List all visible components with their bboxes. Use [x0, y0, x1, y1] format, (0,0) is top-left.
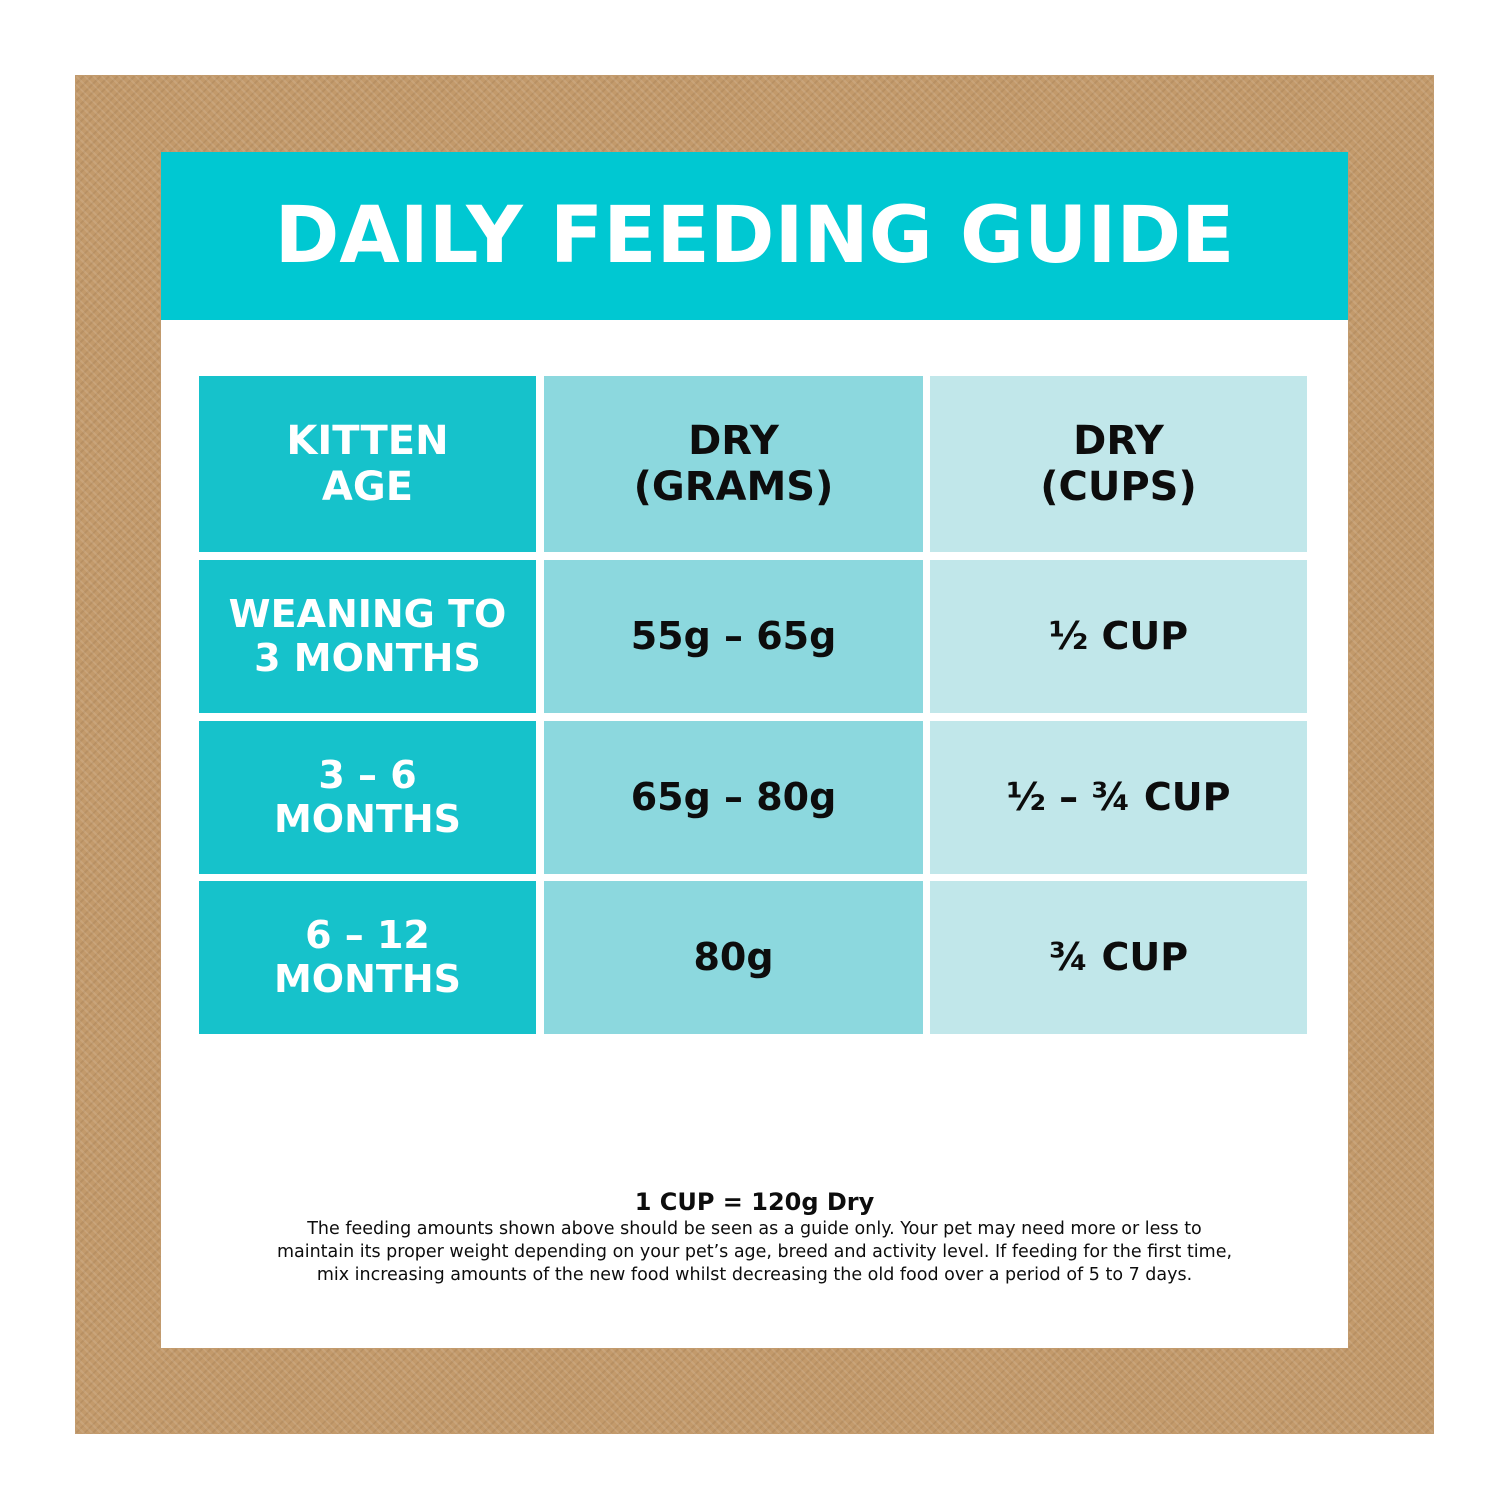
table-row-1-age — [199, 560, 536, 713]
table-row-3-grams — [544, 881, 923, 1034]
page-title: DAILY FEEDING GUIDE — [274, 191, 1235, 281]
header-dry-cups-label: DRY (CUPS) — [1040, 418, 1197, 510]
footnote — [191, 1188, 1318, 1286]
cups-value: ½ CUP — [1048, 613, 1189, 658]
age-label: 3 – 6 MONTHS — [273, 752, 461, 841]
grams-value: 65g – 80g — [630, 774, 837, 819]
feeding-guide-card — [161, 152, 1348, 1348]
header-kitten-age — [199, 376, 536, 552]
table-row-1-grams — [544, 560, 923, 713]
cups-value: ¾ CUP — [1048, 934, 1189, 979]
cups-value: ½ – ¾ CUP — [1006, 774, 1231, 819]
cup-conversion-note: 1 CUP = 120g Dry — [634, 1188, 875, 1216]
header-kitten-age-label: KITTEN AGE — [286, 418, 449, 510]
table-row-3-cups — [930, 881, 1307, 1034]
age-label: WEANING TO 3 MONTHS — [228, 591, 507, 680]
table-row-3-age — [199, 881, 536, 1034]
title-banner — [161, 152, 1348, 320]
table-row-2-grams — [544, 721, 923, 874]
header-dry-grams — [544, 376, 923, 552]
table-row-2-cups — [930, 721, 1307, 874]
table-row-1-cups — [930, 560, 1307, 713]
grams-value: 80g — [693, 934, 774, 979]
header-dry-grams-label: DRY (GRAMS) — [633, 418, 834, 510]
header-dry-cups — [930, 376, 1307, 552]
feeding-disclaimer: The feeding amounts shown above should be seen as a guide only. Your pet may need more or less to maintain its proper weight depending on your pet’s age, breed and activity level. If feeding for the first time, mix increasing amounts of the new food whilst decreasing the old food over a period of 5 to 7 days. — [276, 1219, 1233, 1285]
grams-value: 55g – 65g — [630, 613, 837, 658]
age-label: 6 – 12 MONTHS — [273, 912, 461, 1001]
table-row-2-age — [199, 721, 536, 874]
